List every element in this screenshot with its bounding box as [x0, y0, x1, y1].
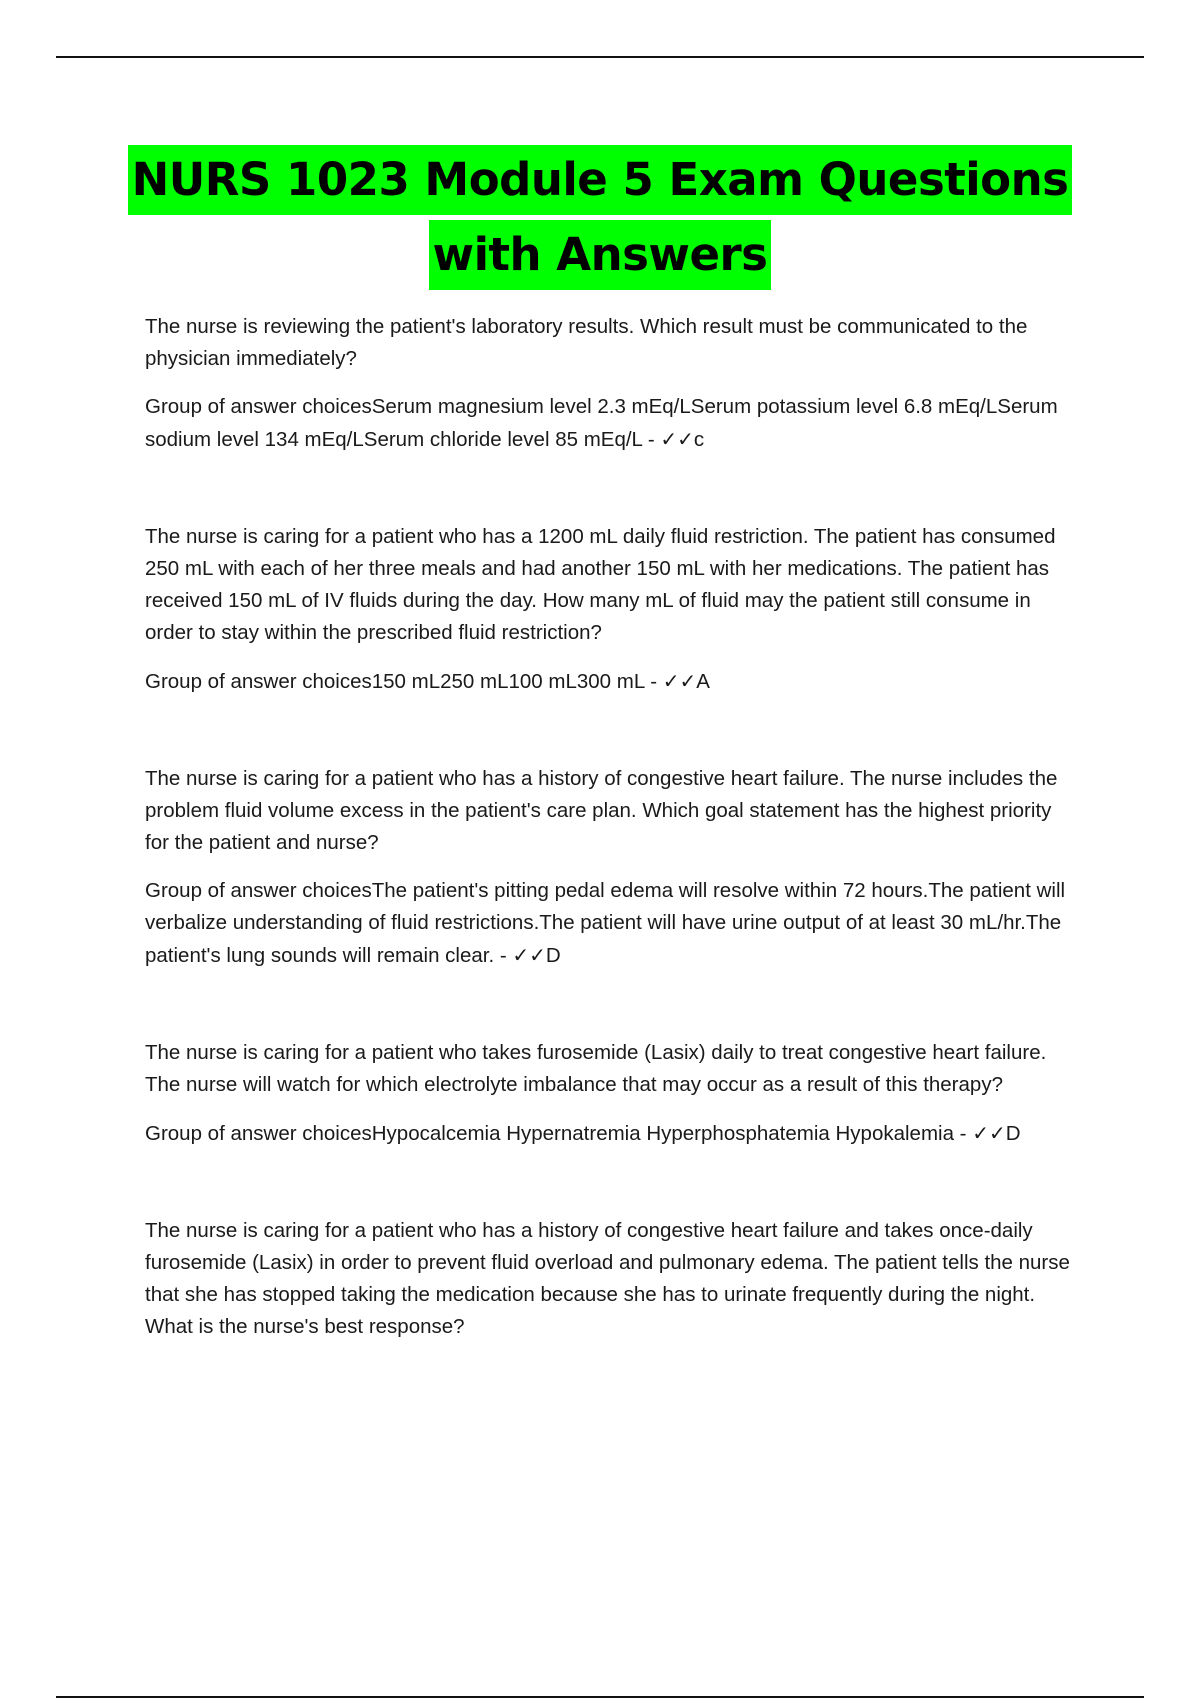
top-rule — [56, 56, 1144, 58]
double-check-icon: ✓✓ — [660, 427, 694, 451]
question-item — [145, 1037, 1080, 1150]
title-line-1: NURS 1023 Module 5 Exam Questions — [128, 145, 1073, 215]
question-item — [145, 763, 1080, 972]
question-text: The nurse is caring for a patient who has a history of congestive heart failure. The nurse includes the problem fluid volume excess in the patient's care plan. Which goal statement has the highest priority for the patient and nurse? — [145, 767, 1058, 854]
answer-letter: D — [545, 944, 561, 967]
answer-choices — [145, 665, 1080, 698]
question-text: The nurse is reviewing the patient's laboratory results. Which result must be communicated to the physician immediately? — [145, 315, 1028, 370]
double-check-icon: ✓✓ — [512, 943, 546, 967]
question-list — [145, 311, 1080, 1359]
choices-text: Group of answer choicesSerum magnesium level 2.3 mEq/LSerum potassium level 6.8 mEq/LSerum sodium level 134 mEq/LSerum chloride level 85 mEq/L - — [145, 395, 1058, 451]
question-text: The nurse is caring for a patient who has a history of congestive heart failure and takes once-daily furosemide (Lasix) in order to prevent fluid overload and pulmonary edema. The patient tells the nurse that she has stopped taking the medication because she has to urinate frequently during the night. What is the nurse's best response? — [145, 1219, 1070, 1338]
title-line-2: with Answers — [429, 220, 772, 290]
double-check-icon: ✓✓ — [972, 1121, 1006, 1145]
answer-letter: c — [693, 428, 705, 451]
bottom-rule — [56, 1696, 1144, 1698]
question-text: The nurse is caring for a patient who has a 1200 mL daily fluid restriction. The patient has consumed 250 mL with each of her three meals and had another 150 mL with her medications. The patient has received 150 mL of IV fluids during the day. How many mL of fluid may the patient still consume in order to stay within the prescribed fluid restriction? — [145, 525, 1056, 644]
answer-choices — [145, 875, 1080, 972]
choices-text: Group of answer choices150 mL250 mL100 mL300 mL - — [145, 670, 663, 693]
question-item — [145, 521, 1080, 698]
answer-letter: A — [696, 670, 710, 693]
choices-text: Group of answer choicesHypocalcemia Hypernatremia Hyperphosphatemia Hypokalemia - — [145, 1122, 973, 1145]
answer-choices — [145, 391, 1080, 456]
question-item — [145, 1215, 1080, 1343]
question-item — [145, 311, 1080, 456]
document-title — [0, 145, 1200, 295]
double-check-icon: ✓✓ — [662, 669, 697, 693]
answer-choices — [145, 1117, 1080, 1150]
question-text: The nurse is caring for a patient who takes furosemide (Lasix) daily to treat congestive heart failure. The nurse will watch for which electrolyte imbalance that may occur as a result of this therapy? — [145, 1041, 1047, 1096]
answer-letter: D — [1005, 1122, 1021, 1145]
choices-text: Group of answer choicesThe patient's pitting pedal edema will resolve within 72 hours.The patient will verbalize understanding of fluid restrictions.The patient will have urine output of at least 30 mL/hr.The patient's lung sounds will remain clear. - — [145, 879, 1066, 967]
